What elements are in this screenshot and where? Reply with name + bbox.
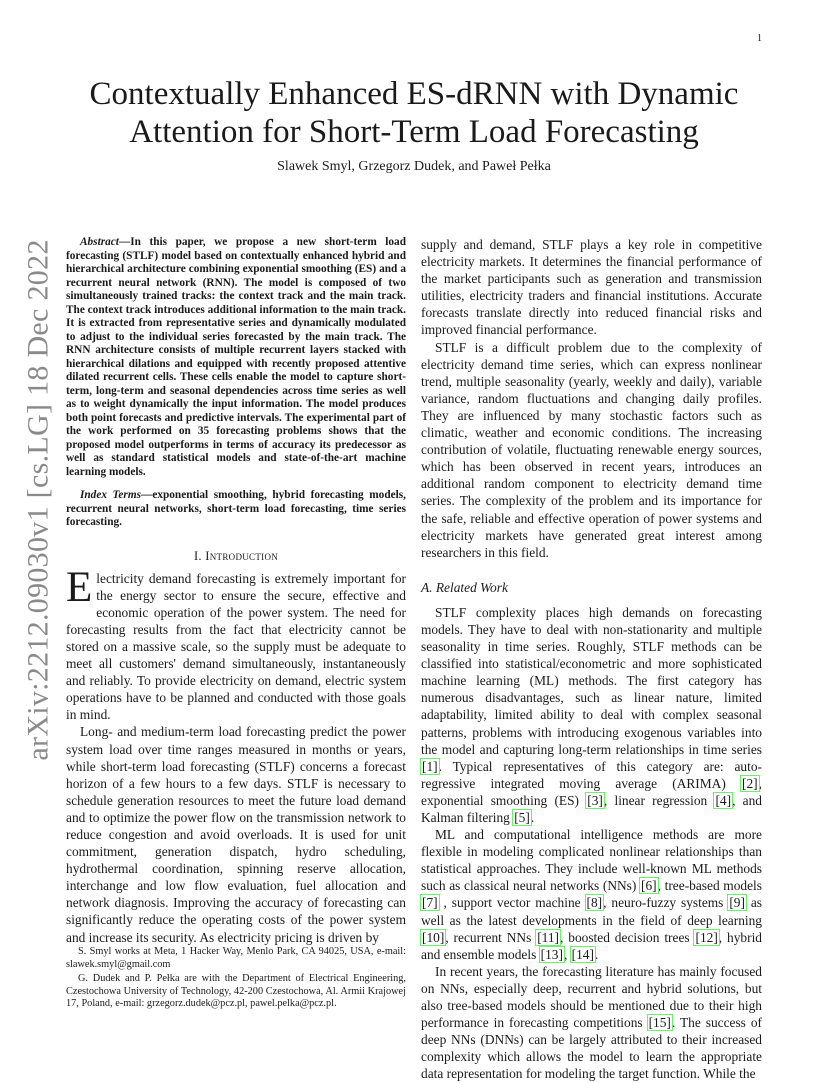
index-terms-label: Index Terms	[80, 489, 142, 501]
text-span: .	[594, 946, 599, 962]
section-title: Introduction	[205, 548, 279, 563]
text-span: , hybrid and ensemble models	[421, 929, 762, 962]
citation-link[interactable]: [2]	[742, 775, 758, 791]
text-span: . Typical representatives of this category are: auto-regressive integrated moving average (ARIMA)	[421, 758, 762, 791]
intro-paragraph-1	[66, 563, 406, 724]
footnote-affiliation-dudek-pelka: G. Dudek and P. Pełka are with the Department of Electrical Engineering, Czestochowa University of Technology, 42-200 Czestochowa, Al. Armii Krajowej 17, Poland, e-mail: grzegorz.dudek@pcz.pl, pawel.pelka@pcz.pl.	[66, 973, 406, 1010]
right-paragraph-1: supply and demand, STLF plays a key role in competitive electricity markets. It determines the financial performance of the market participants such as generation and transmission utilities, electricity traders and financial institutions. Accurate forecasts translate directly into reduced financial risks and improved financial performance.	[421, 237, 762, 338]
citation-link[interactable]: [1]	[422, 758, 438, 774]
paper-authors: Slawek Smyl, Grzegorz Dudek, and Paweł Pełka	[277, 159, 551, 174]
citation-link[interactable]: [4]	[715, 792, 732, 808]
text-span: , recurrent NNs	[445, 929, 537, 945]
right-column	[421, 236, 762, 1083]
citation-link[interactable]: [14]	[571, 946, 594, 962]
citation-link[interactable]: [11]	[537, 929, 560, 945]
text-span: , boosted decision trees	[560, 929, 695, 945]
text-span: In recent years, the forecasting literature has mainly focused on NNs, especially deep, recurrent and hybrid solutions, but also tree-based models should be mentioned due to their high performance in forecasting competitions	[421, 963, 762, 1031]
footnote-affiliation-smyl: S. Smyl works at Meta, 1 Hacker Way, Menlo Park, CA 94025, USA, e-mail: slawek.smyl@gmail.com	[66, 946, 406, 970]
related-work-paragraph-1	[421, 604, 762, 826]
text-span: , linear regression	[603, 792, 715, 808]
citation-link[interactable]: [9]	[729, 895, 745, 911]
citation-link[interactable]: [5]	[514, 810, 530, 825]
index-terms-dash: —	[141, 489, 153, 501]
citation-link[interactable]: [3]	[587, 792, 603, 808]
citation-link[interactable]: [13]	[540, 946, 563, 962]
text-span: ML and computational intelligence methods are more flexible in modeling complicated nonlinear relationships than statistical approaches. They include well-known ML methods such as classical neural networks (NNs)	[421, 827, 762, 894]
abstract-text: In this paper, we propose a new short-term load forecasting (STLF) model based on contextually enhanced hybrid and hierarchical architecture combining exponential smoothing (ES) and a recurrent neural network (RNN). The model is composed of two simultaneously trained tracks: the context track and the main track. The context track introduces additional information to the main track. It is extracted from representative series and dynamically modulated to adjust to the individual series forecasted by the main track. The RNN architecture consists of multiple recurrent layers stacked with hierarchical dilations and equipped with recently proposed attentive dilated recurrent cells. These cells enable the model to capture short-term, long-term and seasonal dependencies across time series as well as to weight dynamically the input information. The model produces both point forecasts and predictive intervals. The experimental part of the work performed on 35 forecasting problems shows that the proposed model outperforms in terms of accuracy its predecessor as well as standard statistical models and state-of-the-art machine learning models.	[66, 236, 406, 478]
abstract	[66, 236, 406, 479]
citation-link[interactable]: [6]	[641, 878, 657, 894]
paper-title: Contextually Enhanced ES-dRNN with Dynamic Attention for Short-Term Load Forecasting	[89, 76, 739, 150]
index-terms-text: exponential smoothing, hybrid forecasting models, recurrent neural networks, short-term load forecasting, time series forecasting.	[66, 489, 406, 528]
related-work-paragraph-2	[421, 826, 762, 963]
citation-link[interactable]: [10]	[422, 929, 445, 945]
arxiv-identifier-text: arXiv:2212.09030v1 [cs.LG] 18 Dec 2022	[22, 239, 55, 761]
citation-link[interactable]: [8]	[586, 895, 603, 911]
text-span: ,	[563, 946, 571, 962]
right-paragraph-2: STLF is a difficult problem due to the complexity of electricity demand time series, which can express nonlinear trend, multiple seasonality (yearly, weekly and daily), variable variance, random fluctuations and changing daily profiles. They are influenced by many stochastic factors such as climatic, weather and economic conditions. The increasing contribution of volatile, fluctuating renewable energy sources, which has been observed in recent years, introduces an additional random component to electricity demand time series. The complexity of the problem and its importance for the safe, reliable and effective operation of power systems and electricity markets have generated great interest among researchers in this field.	[421, 339, 762, 560]
page-number: 1	[757, 33, 762, 44]
text-span: , neuro-fuzzy systems	[603, 895, 729, 911]
intro-paragraph-1-text: lectricity demand forecasting is extremely important for the energy sector to ensure the secure, effective and economic operation of the power system. The need for forecasting results from the fact that electricity cannot be stored on a massive scale, so the supply must be adequate to meet all customers' demand simultaneously, instantaneously and reliably. To provide electricity on demand, electric system operations have to be planned and conducted with those goals in mind.	[66, 570, 406, 723]
text-span: , and Kalman filtering	[421, 792, 762, 825]
related-work-paragraph-3	[421, 963, 762, 1083]
text-span: .	[530, 810, 535, 825]
abstract-label: Abstract	[80, 236, 119, 248]
left-column	[66, 236, 406, 946]
section-number: I.	[193, 548, 202, 563]
index-terms	[66, 489, 406, 530]
text-span: , exponential smoothing (ES)	[421, 775, 762, 808]
text-span: , support vector machine	[438, 895, 586, 911]
dropcap-letter: E	[66, 563, 93, 611]
citation-link[interactable]: [15]	[648, 1015, 671, 1031]
abstract-dash: —	[118, 236, 131, 248]
arxiv-identifier-stamp[interactable]	[19, 239, 59, 761]
text-span: as well as the latest developments in the field of deep learning	[421, 895, 763, 928]
text-span: , tree-based models	[657, 878, 762, 894]
citation-link[interactable]: [7]	[422, 895, 438, 911]
footnotes	[66, 946, 406, 1013]
text-span: STLF complexity places high demands on forecasting models. They have to deal with non-stationarity and multiple seasonality in time series. Roughly, STLF methods can be classified into statistical/econometric and more sophisticated machine learning (ML) methods. The first category has numerous disadvantages, such as linear nature, limited adaptability, limited ability to deal with complex seasonal patterns, problems with introducing exogenous variables into the model and capturing long-term relationships in time series	[421, 604, 762, 757]
subsection-heading-related-work: A. Related Work	[421, 579, 508, 595]
section-heading-introduction	[66, 548, 406, 565]
citation-link[interactable]: [12]	[695, 929, 718, 945]
text-span: . The success of deep NNs (DNNs) can be largely attributed to their increased complexity which allows the model to learn the appropriate data representation for modeling the target function. While the	[421, 1015, 763, 1082]
intro-paragraph-2: Long- and medium-term load forecasting predict the power system load over time ranges measured in months or years, while short-term load forecasting (STLF) concerns a forecast horizon of a few hours to a few days. STLF is necessary to schedule generation resources to meet the future load demand and to optimize the power flow on the transmission network to reduce congestion and avoid overloads. It is used for unit commitment, generation dispatch, hydro scheduling, hydrothermal coordination, spinning reserve allocation, interchange and low flow evaluation, fuel allocation and network diagnosis. Improving the accuracy of forecasting can significantly reduce the operating costs of the power system and increase its security. As electricity pricing is driven by	[66, 724, 406, 945]
